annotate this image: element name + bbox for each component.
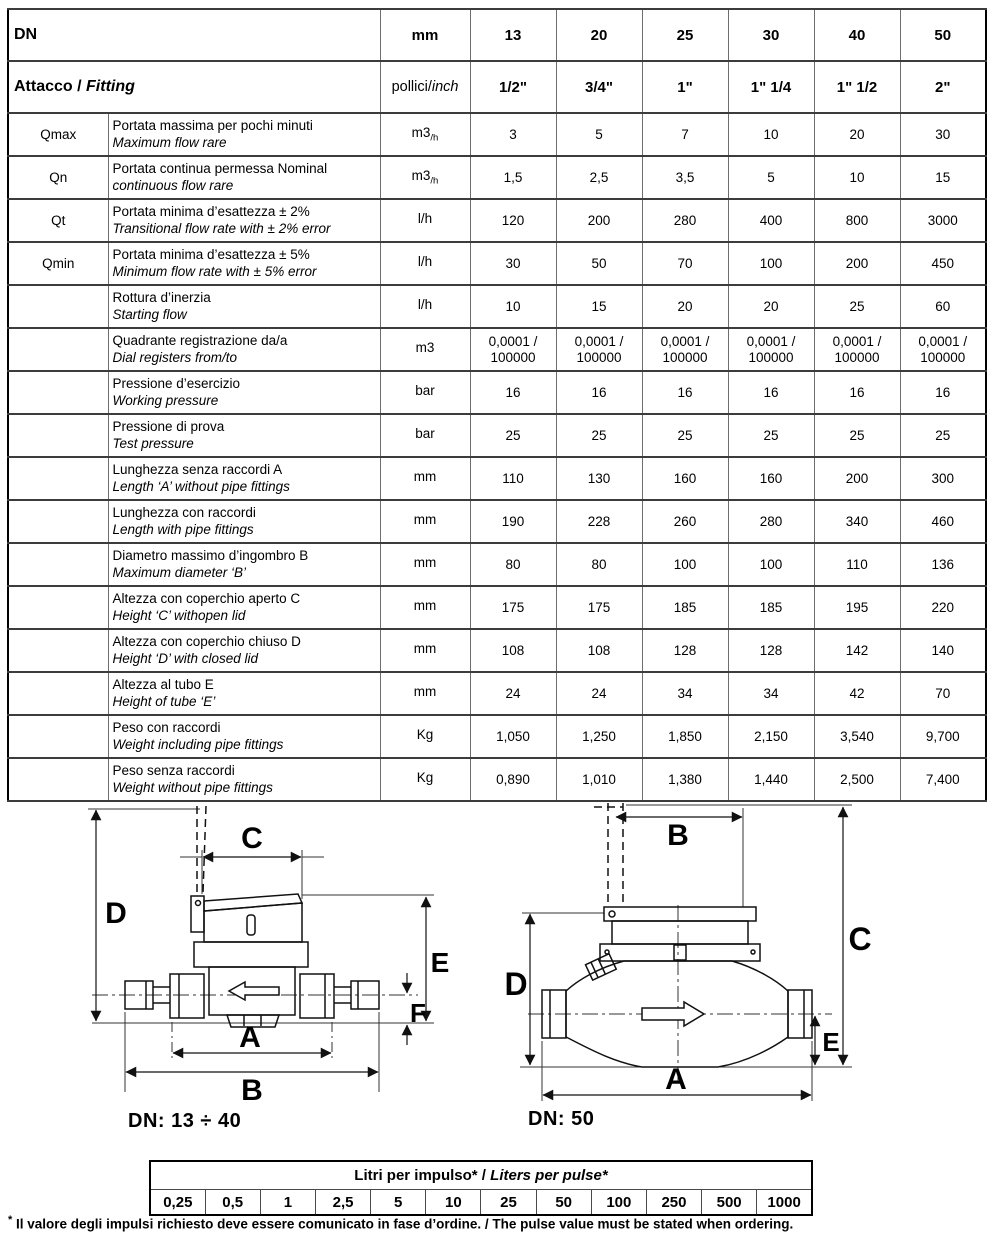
row-unit (380, 586, 470, 629)
value-dn30: 1,440 (728, 758, 814, 801)
value-dn30: 400 (728, 199, 814, 242)
spec-row (8, 715, 986, 758)
row-unit (380, 457, 470, 500)
dn-size: 50 (900, 9, 986, 61)
dim-label-d: D (504, 966, 528, 1002)
value-dn40: 0,0001 / 100000 (814, 328, 900, 371)
fitting-size: 1" (642, 61, 728, 113)
value-dn40: 2,500 (814, 758, 900, 801)
row-unit (380, 629, 470, 672)
fitting-size: 2" (900, 61, 986, 113)
header-row-fitting (8, 61, 986, 113)
description-english: Height ‘C’ withopen lid (112, 607, 246, 623)
value-dn20: 24 (556, 672, 642, 715)
value-dn13: 80 (470, 543, 556, 586)
dim-label-e: E (430, 947, 450, 978)
value-dn20: 5 (556, 113, 642, 156)
row-code: Qmin (8, 242, 108, 285)
fitting-unit-it: pollici/ (391, 79, 432, 95)
value-dn50: 9,700 (900, 715, 986, 758)
dn-size: 30 (728, 9, 814, 61)
dn-size: 20 (556, 9, 642, 61)
value-dn25: 70 (642, 242, 728, 285)
diagram-dn13-40 (30, 800, 470, 1112)
row-description (108, 414, 380, 457)
row-code (8, 629, 108, 672)
row-unit (380, 371, 470, 414)
description-italian: Diametro massimo d’ingombro B (112, 548, 309, 563)
dim-label-c: C (241, 822, 263, 855)
value-dn30: 100 (728, 543, 814, 586)
value-dn20: 0,0001 / 100000 (556, 328, 642, 371)
value-dn50: 220 (900, 586, 986, 629)
pulse-value: 5 (371, 1190, 426, 1216)
description-italian: Pressione d’esercizio (112, 376, 241, 391)
row-unit (380, 672, 470, 715)
dn-label: DN (8, 9, 380, 61)
unit-sub: /h (430, 175, 439, 187)
value-dn13: 25 (470, 414, 556, 457)
value-dn40: 25 (814, 414, 900, 457)
value-dn20: 130 (556, 457, 642, 500)
value-dn20: 108 (556, 629, 642, 672)
unit-sub: /h (430, 132, 439, 144)
row-description (108, 285, 380, 328)
description-italian: Portata continua permessa Nominal (112, 161, 328, 176)
dim-label-a: A (239, 1021, 261, 1054)
row-code (8, 457, 108, 500)
fitting-label (8, 61, 380, 113)
value-dn30: 34 (728, 672, 814, 715)
row-description (108, 371, 380, 414)
row-unit (380, 285, 470, 328)
description-italian: Lunghezza senza raccordi A (112, 462, 283, 477)
value-dn20: 1,250 (556, 715, 642, 758)
spec-row (8, 285, 986, 328)
value-dn30: 0,0001 / 100000 (728, 328, 814, 371)
description-english: Transitional flow rate with ± 2% error (112, 220, 331, 236)
spec-table (7, 8, 987, 802)
value-dn40: 340 (814, 500, 900, 543)
row-code (8, 543, 108, 586)
description-english: Height ‘D’ with closed lid (112, 650, 259, 666)
row-unit (380, 113, 470, 156)
value-dn13: 24 (470, 672, 556, 715)
value-dn25: 20 (642, 285, 728, 328)
dn-size: 13 (470, 9, 556, 61)
fitting-unit (380, 61, 470, 113)
dim-label-c: C (848, 921, 872, 957)
value-dn13: 1,5 (470, 156, 556, 199)
pulse-table (149, 1160, 813, 1216)
spec-row (8, 543, 986, 586)
row-unit (380, 414, 470, 457)
unit-main: mm (413, 641, 437, 657)
value-dn50: 30 (900, 113, 986, 156)
unit-main: l/h (417, 211, 433, 227)
value-dn25: 160 (642, 457, 728, 500)
row-description (108, 242, 380, 285)
value-dn50: 3000 (900, 199, 986, 242)
dim-label-f: F (410, 998, 426, 1028)
row-unit (380, 156, 470, 199)
description-italian: Peso senza raccordi (112, 763, 235, 778)
spec-row (8, 371, 986, 414)
value-dn25: 34 (642, 672, 728, 715)
dn-unit: mm (380, 9, 470, 61)
fitting-unit-en: inch (431, 79, 459, 95)
pulse-value: 0,5 (205, 1190, 260, 1216)
dim-label-e: E (822, 1027, 840, 1057)
fitting-size: 3/4" (556, 61, 642, 113)
value-dn40: 195 (814, 586, 900, 629)
pulse-value: 1000 (757, 1190, 812, 1216)
value-dn30: 160 (728, 457, 814, 500)
fitting-label-en: Fitting (86, 78, 135, 95)
pulse-value: 0,25 (150, 1190, 205, 1216)
value-dn50: 60 (900, 285, 986, 328)
value-dn20: 1,010 (556, 758, 642, 801)
spec-row (8, 586, 986, 629)
unit-main: mm (413, 555, 437, 571)
value-dn13: 16 (470, 371, 556, 414)
value-dn25: 7 (642, 113, 728, 156)
value-dn40: 25 (814, 285, 900, 328)
row-description (108, 113, 380, 156)
value-dn25: 260 (642, 500, 728, 543)
value-dn30: 16 (728, 371, 814, 414)
value-dn40: 110 (814, 543, 900, 586)
value-dn20: 80 (556, 543, 642, 586)
caption-dn50: DN: 50 (528, 1108, 595, 1130)
pulse-value: 1 (260, 1190, 315, 1216)
row-description (108, 543, 380, 586)
pulse-value: 100 (591, 1190, 646, 1216)
value-dn25: 3,5 (642, 156, 728, 199)
value-dn25: 280 (642, 199, 728, 242)
description-english: Length ‘A’ without pipe fittings (112, 478, 290, 494)
value-dn13: 190 (470, 500, 556, 543)
spec-row (8, 457, 986, 500)
value-dn50: 25 (900, 414, 986, 457)
value-dn40: 200 (814, 242, 900, 285)
value-dn13: 3 (470, 113, 556, 156)
row-description (108, 457, 380, 500)
dim-label-b: B (241, 1074, 263, 1107)
pulse-value: 10 (426, 1190, 481, 1216)
row-unit (380, 715, 470, 758)
description-english: Test pressure (112, 435, 194, 451)
row-unit (380, 242, 470, 285)
description-english: continuous flow rare (112, 177, 234, 193)
row-code (8, 414, 108, 457)
row-code (8, 328, 108, 371)
value-dn50: 460 (900, 500, 986, 543)
spec-row (8, 156, 986, 199)
value-dn20: 228 (556, 500, 642, 543)
value-dn25: 128 (642, 629, 728, 672)
row-description (108, 586, 380, 629)
pulse-title-it: Litri per impulso* / (354, 1167, 491, 1184)
unit-main: mm (413, 598, 437, 614)
caption-dn13-40: DN: 13 ÷ 40 (128, 1110, 242, 1132)
value-dn40: 16 (814, 371, 900, 414)
row-code (8, 500, 108, 543)
pulse-value: 500 (702, 1190, 757, 1216)
description-english: Dial registers from/to (112, 349, 238, 365)
row-description (108, 328, 380, 371)
spec-row (8, 414, 986, 457)
value-dn13: 1,050 (470, 715, 556, 758)
description-english: Weight including pipe fittings (112, 736, 284, 752)
spec-row (8, 113, 986, 156)
spec-row (8, 199, 986, 242)
value-dn40: 10 (814, 156, 900, 199)
dim-label-a: A (665, 1063, 687, 1096)
value-dn25: 1,850 (642, 715, 728, 758)
value-dn30: 280 (728, 500, 814, 543)
value-dn40: 3,540 (814, 715, 900, 758)
fitting-label-it: Attacco / (14, 78, 87, 95)
description-italian: Portata minima d’esattezza ± 5% (112, 247, 310, 262)
header-row-dn (8, 9, 986, 61)
value-dn30: 20 (728, 285, 814, 328)
description-english: Length with pipe fittings (112, 521, 254, 537)
description-english: Starting flow (112, 306, 187, 322)
row-code (8, 285, 108, 328)
description-english: Weight without pipe fittings (112, 779, 273, 795)
row-code (8, 758, 108, 801)
row-unit (380, 500, 470, 543)
description-italian: Altezza con coperchio aperto C (112, 591, 301, 606)
description-italian: Lunghezza con raccordi (112, 505, 256, 520)
value-dn13: 0,890 (470, 758, 556, 801)
description-english: Working pressure (112, 392, 219, 408)
value-dn50: 15 (900, 156, 986, 199)
value-dn50: 450 (900, 242, 986, 285)
row-description (108, 500, 380, 543)
unit-main: l/h (417, 254, 433, 270)
row-unit (380, 758, 470, 801)
description-italian: Portata minima d’esattezza ± 2% (112, 204, 310, 219)
value-dn30: 185 (728, 586, 814, 629)
pulse-value: 2,5 (315, 1190, 370, 1216)
description-english: Height of tube ‘E’ (112, 693, 216, 709)
description-italian: Peso con raccordi (112, 720, 221, 735)
value-dn50: 140 (900, 629, 986, 672)
row-code (8, 371, 108, 414)
pulse-value: 50 (536, 1190, 591, 1216)
value-dn30: 100 (728, 242, 814, 285)
value-dn30: 128 (728, 629, 814, 672)
description-italian: Portata massima per pochi minuti (112, 118, 313, 133)
value-dn50: 16 (900, 371, 986, 414)
unit-main: l/h (417, 297, 433, 313)
row-description (108, 156, 380, 199)
spec-row (8, 672, 986, 715)
description-english: Maximum flow rare (112, 134, 227, 150)
value-dn20: 25 (556, 414, 642, 457)
value-dn13: 110 (470, 457, 556, 500)
row-code: Qt (8, 199, 108, 242)
pulse-values-row (150, 1190, 812, 1216)
value-dn40: 42 (814, 672, 900, 715)
unit-main: m3 (415, 340, 435, 356)
unit-main: bar (415, 383, 435, 399)
description-english: Maximum diameter ‘B’ (112, 564, 247, 580)
spec-row (8, 500, 986, 543)
value-dn20: 200 (556, 199, 642, 242)
row-code (8, 672, 108, 715)
unit-main: mm (413, 469, 437, 485)
value-dn50: 70 (900, 672, 986, 715)
unit-main: mm (413, 512, 437, 528)
fitting-size: 1" 1/4 (728, 61, 814, 113)
value-dn25: 1,380 (642, 758, 728, 801)
unit-main: mm (413, 684, 437, 700)
row-description (108, 715, 380, 758)
value-dn13: 175 (470, 586, 556, 629)
value-dn25: 25 (642, 414, 728, 457)
row-description (108, 629, 380, 672)
fitting-size: 1/2" (470, 61, 556, 113)
spec-rows (8, 113, 986, 801)
pulse-title-row (150, 1161, 812, 1190)
unit-main: m3 (411, 168, 431, 184)
value-dn25: 16 (642, 371, 728, 414)
row-description (108, 672, 380, 715)
value-dn30: 10 (728, 113, 814, 156)
description-english: Minimum flow rate with ± 5% error (112, 263, 317, 279)
diagram-dn50 (490, 795, 960, 1113)
dim-label-d: D (105, 897, 127, 930)
value-dn40: 20 (814, 113, 900, 156)
value-dn40: 800 (814, 199, 900, 242)
value-dn50: 0,0001 / 100000 (900, 328, 986, 371)
value-dn30: 25 (728, 414, 814, 457)
value-dn13: 108 (470, 629, 556, 672)
row-code (8, 715, 108, 758)
pulse-title-en: Liters per pulse* (490, 1167, 608, 1184)
value-dn25: 100 (642, 543, 728, 586)
unit-main: Kg (416, 727, 434, 743)
value-dn40: 142 (814, 629, 900, 672)
value-dn13: 30 (470, 242, 556, 285)
spec-row (8, 328, 986, 371)
row-unit (380, 543, 470, 586)
value-dn20: 16 (556, 371, 642, 414)
unit-main: bar (415, 426, 435, 442)
description-italian: Altezza al tubo E (112, 677, 214, 692)
row-description (108, 758, 380, 801)
value-dn13: 120 (470, 199, 556, 242)
fitting-size: 1" 1/2 (814, 61, 900, 113)
dim-label-b: B (667, 819, 689, 852)
footnote-marker: * (8, 1214, 13, 1226)
value-dn13: 10 (470, 285, 556, 328)
unit-main: m3 (411, 125, 431, 141)
row-code: Qn (8, 156, 108, 199)
value-dn25: 185 (642, 586, 728, 629)
spec-row (8, 629, 986, 672)
value-dn30: 2,150 (728, 715, 814, 758)
unit-main: Kg (416, 770, 434, 786)
description-italian: Quadrante registrazione da/a (112, 333, 288, 348)
value-dn20: 2,5 (556, 156, 642, 199)
footnote-text: Il valore degli impulsi richiesto deve essere comunicato in fase d’ordine. / The pulse value must be stated when ordering. (12, 1216, 794, 1232)
pulse-value: 250 (646, 1190, 701, 1216)
row-code (8, 586, 108, 629)
pulse-value: 25 (481, 1190, 536, 1216)
value-dn50: 136 (900, 543, 986, 586)
row-unit (380, 199, 470, 242)
value-dn40: 200 (814, 457, 900, 500)
value-dn25: 0,0001 / 100000 (642, 328, 728, 371)
description-italian: Pressione di prova (112, 419, 225, 434)
dn-size: 40 (814, 9, 900, 61)
spec-row (8, 242, 986, 285)
value-dn20: 50 (556, 242, 642, 285)
value-dn13: 0,0001 / 100000 (470, 328, 556, 371)
value-dn20: 175 (556, 586, 642, 629)
footnote (8, 1214, 984, 1232)
description-italian: Rottura d’inerzia (112, 290, 211, 305)
pulse-title (150, 1161, 812, 1190)
dn-size: 25 (642, 9, 728, 61)
value-dn50: 300 (900, 457, 986, 500)
row-unit (380, 328, 470, 371)
row-description (108, 199, 380, 242)
value-dn20: 15 (556, 285, 642, 328)
value-dn50: 7,400 (900, 758, 986, 801)
value-dn30: 5 (728, 156, 814, 199)
row-code: Qmax (8, 113, 108, 156)
description-italian: Altezza con coperchio chiuso D (112, 634, 301, 649)
